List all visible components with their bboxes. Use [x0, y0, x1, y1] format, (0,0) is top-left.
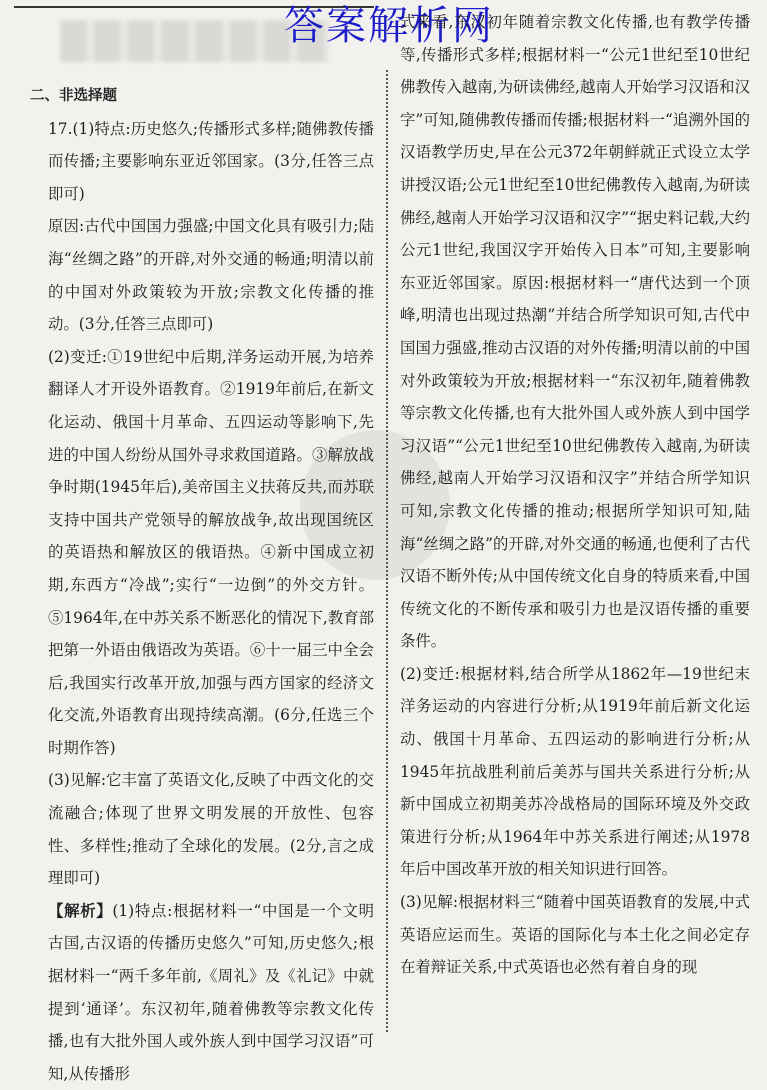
analysis-text: (1)特点:根据材料一“中国是一个文明古国,古汉语的传播历史悠久”可知,历史悠久;根据材料一“两千多年前,《周礼》及《礼记》中就提到‘通译’。东汉初年,随着佛教等宗教文化传播,也有大批外国人或外族人到中国学习汉语”可知,从传播形: [48, 901, 374, 1083]
site-watermark: 答案解析网: [284, 3, 494, 49]
q17-part1-features: 17.(1)特点:历史悠久;传播形式多样;随佛教传播而传播;主要影响东亚近邻国家。(3分,任答三点即可): [48, 119, 374, 203]
right-column: [400, 6, 750, 984]
q17-analysis: [48, 895, 374, 1090]
q17-part1-reasons: 原因:古代中国国力强盛;中国文化具有吸引力;陆海“丝绸之路”的开辟,对外交通的畅通;明清以前的中国对外政策较为开放;宗教文化传播的推动。(3分,任答三点即可): [48, 217, 374, 334]
analysis-part2: (2)变迁:根据材料,结合所学从1862年—19世纪末洋务运动的内容进行分析;从1919年前后新文化运动、俄国十月革命、五四运动的影响进行分析;从1945年抗战胜利前后美苏与国共关系进行分析;从新中国成立初期美苏冷战格局的国际环境及外交政策进行分析;从1964年中苏关系进行阐述;从1978年后中国改革开放的相关知识进行回答。: [400, 664, 750, 879]
q17-part3: (3)见解:它丰富了英语文化,反映了中西文化的交流融合;体现了世界文明发展的开放性、包容性、多样性;推动了全球化的发展。(2分,言之成理即可): [48, 771, 374, 888]
analysis-tag: 【解析】: [48, 901, 113, 920]
analysis-part3: (3)见解:根据材料三“随着中国英语教育的发展,中式英语应运而生。英语的国际化与本土化之间必定存在着辩证关系,中式英语也必然有着自身的现: [400, 893, 750, 977]
q17-answer: [30, 113, 374, 1090]
analysis-continued: 式来看,东汉初年随着宗教文化传播,也有教学传播等,传播形式多样;根据材料一“公元1世纪至10世纪佛教传入越南,为研读佛经,越南人开始学习汉语和汉字”可知,随佛教传播而传播;根据材料一“追溯外国的汉语教学历史,早在公元372年朝鲜就正式设立太学讲授汉语;公元1世纪至10世纪佛教传入越南,为研读佛经,越南人开始学习汉语和汉字”“据史料记载,大约公元1世纪,我国汉字开始传入日本”可知,主要影响东亚近邻国家。原因:根据材料一“唐代达到一个顶峰,明清也出现过热潮”并结合所学知识可知,古代中国国力强盛,推动古汉语的对外传播;明清以前的中国对外政策较为开放;根据材料一“东汉初年,随着佛教等宗教文化传播,也有大批外国人或外族人到中国学习汉语”“公元1世纪至10世纪佛教传入越南,为研读佛经,越南人开始学习汉语和汉字”并结合所学知识可知,宗教文化传播的推动;根据所学知识可知,陆海“丝绸之路”的开辟,对外交通的畅通,也便利了古代汉语不断外传;从中国传统文化自身的特质来看,中国传统文化的不断传承和吸引力也是汉语传播的重要条件。: [400, 13, 750, 651]
section-title: 二、非选择题: [30, 88, 117, 104]
column-divider: [386, 70, 388, 1032]
q17-part2: (2)变迁:①19世纪中后期,洋务运动开展,为培养翻译人才开设外语教育。②1919年前后,在新文化运动、俄国十月革命、五四运动等影响下,先进的中国人纷纷从国外寻求救国道路。③解放战争时期(1945年后),美帝国主义扶蒋反共,而苏联支持中国共产党领导的解放战争,故出现国统区的英语热和解放区的俄语热。④新中国成立初期,东西方“冷战”;实行“一边倒”的外交方针。⑤1964年,在中苏关系不断恶化的情况下,教育部把第一外语由俄语改为英语。⑥十一届三中全会后,我国实行改革开放,加强与西方国家的经济文化交流,外语教育出现持续高潮。(6分,任选三个时期作答): [48, 347, 374, 757]
left-column: [30, 80, 374, 1090]
